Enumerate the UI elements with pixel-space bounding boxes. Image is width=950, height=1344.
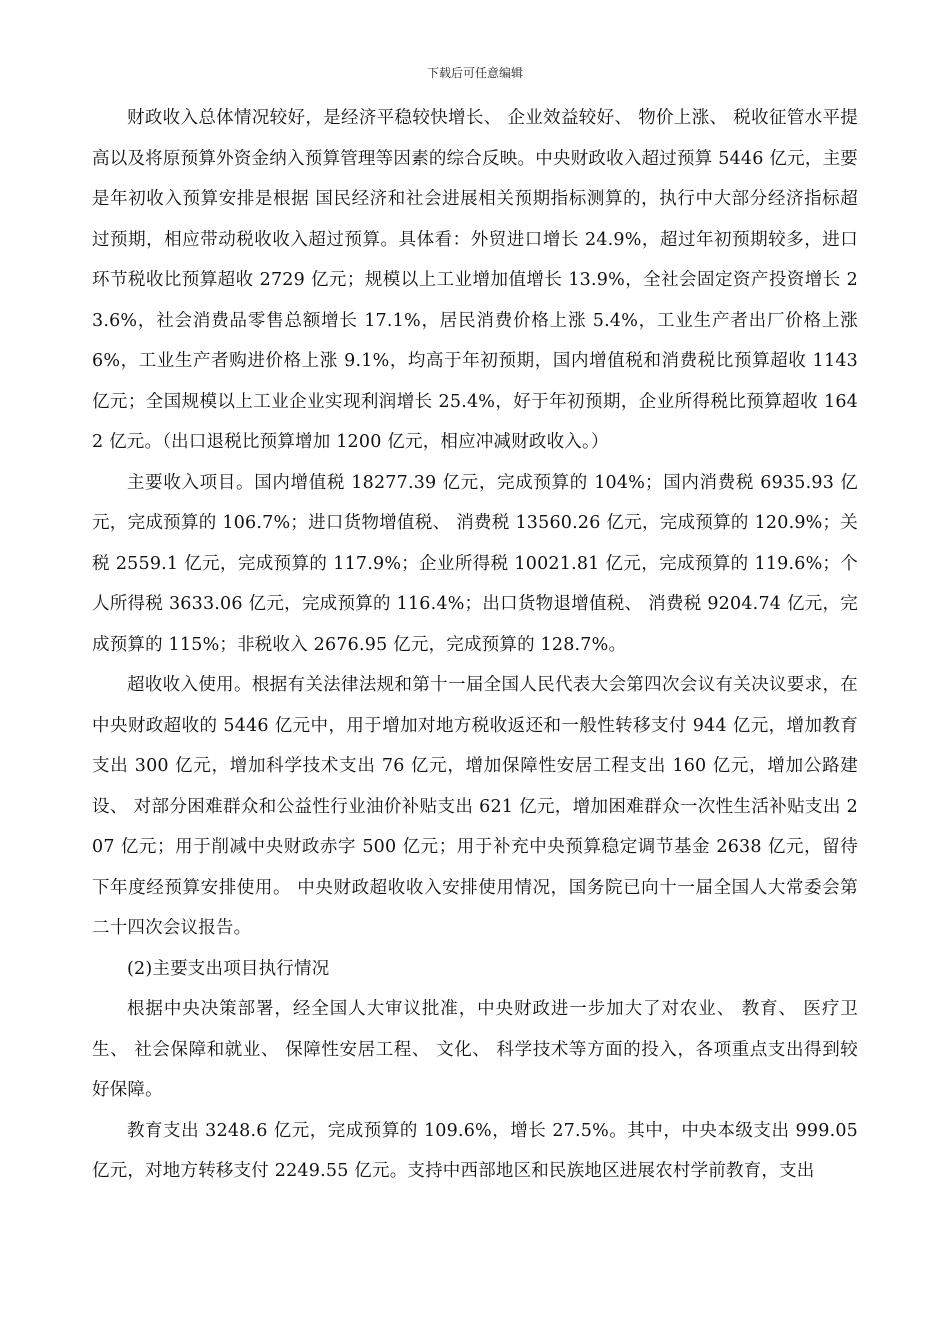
paragraph-education-expenditure: 教育支出 3248.6 亿元，完成预算的 109.6%，增长 27.5%。其中，中央本级支出 999.05 亿元，对地方转移支付 2249.55 亿元。支持中西部地区和民族地区进展农村学前教育，支出 (92, 1120, 858, 1181)
paragraph-excess-revenue-use: 超收收入使用。根据有关法律法规和第十一届全国人民代表大会第四次会议有关决议要求，在中央财政超收的 5446 亿元中，用于增加对地方税收返还和一般性转移支付 944 亿元，增加教育支出 300 亿元，增加科学技术支出 76 亿元，增加保障性安居工程支出 160 亿元，增加公路建设、 对部分困难群众和公益性行业油价补贴支出 621 亿元，增加困难群众一次性生活补贴支出 207 亿元；用于削减中央财政赤字 500 亿元；用于补充中央预算稳定调节基金 2638 亿元，留待下年度经预算安排使用。 中央财政超收收入安排使用情况，国务院已向十一届全国人大常委会第二十四次会议报告。 (92, 675, 858, 938)
header-note: 下载后可任意编辑 (426, 66, 523, 80)
paragraph-revenue-overview: 财政收入总体情况较好，是经济平稳较快增长、 企业效益较好、 物价上涨、 税收征管水平提高以及将原预算外资金纳入预算管理等因素的综合反映。中央财政收入超过预算 5446 亿元，主要是年初收入预算安排是根据 国民经济和社会进展相关预期指标测算的，执行中大部分经济指标超过预期，相应带动税收收入超过预算。具体看：外贸进口增长 24.9%，超过年初预期较多，进口环节税收比预算超收 2729 亿元；规模以上工业增加值增长 13.9%，全社会固定资产投资增长 23.6%，社会消费品零售总额增长 17.1%，居民消费价格上涨 5.4%，工业生产者出厂价格上涨 6%，工业生产者购进价格上涨 9.1%，均高于年初预期，国内增值税和消费税比预算超收 1143 亿元；全国规模以上工业企业实现利润增长 25.4%，好于年初预期，企业所得税比预算超收 1642 亿元。（出口退税比预算增加 1200 亿元，相应冲减财政收入。） (92, 108, 858, 452)
paragraph-main-revenue-items: 主要收入项目。国内增值税 18277.39 亿元，完成预算的 104%；国内消费税 6935.93 亿元，完成预算的 106.7%；进口货物增值税、 消费税 13560.26 亿元，完成预算的 120.9%；关税 2559.1 亿元，完成预算的 117.9%；企业所得税 10021.81 亿元，完成预算的 119.6%；个人所得税 3633.06 亿元，完成预算的 116.4%；出口货物退增值税、 消费税 9204.74 亿元，完成预算的 115%；非税收入 2676.95 亿元，完成预算的 128.7%。 (92, 472, 858, 655)
paragraph-expenditure-overview: 根据中央决策部署，经全国人大审议批准，中央财政进一步加大了对农业、 教育、 医疗卫生、 社会保障和就业、 保障性安居工程、 文化、 科学技术等方面的投入，各项重点支出得到较好保障。 (92, 999, 858, 1100)
document-body (92, 98, 858, 1192)
section-heading-expenditure: (2)主要支出项目执行情况 (127, 958, 330, 979)
